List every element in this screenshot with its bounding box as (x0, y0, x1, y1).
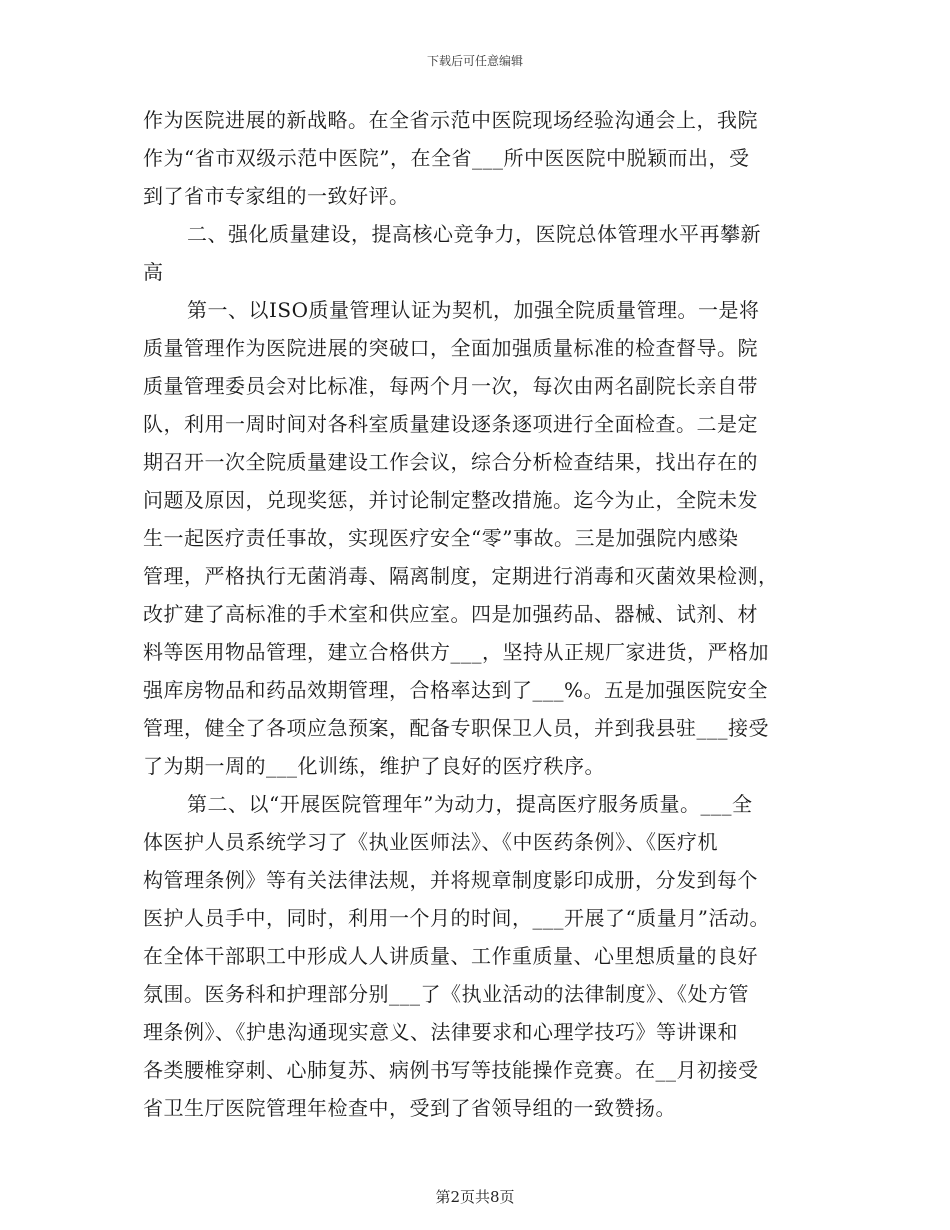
text-line: 改扩建了高标准的手术室和供应室。四是加强药品、器械、试剂、材 (143, 602, 758, 626)
text-line: 到了省市专家组的一致好评。 (143, 184, 410, 208)
page-header: 下载后可任意编辑 (426, 54, 523, 68)
text-line: 问题及原因，兑现奖惩，并讨论制定整改措施。迄今为止，全院未发 (143, 488, 758, 512)
text-line: 管理，严格执行无菌消毒、隔离制度，定期进行消毒和灭菌效果检测， (143, 564, 779, 588)
text-line: 作为“省市双级示范中医院”，在全省___所中医医院中脱颖而出，受 (143, 146, 750, 170)
document-body (143, 101, 808, 1127)
text-line: 了为期一周的___化训练，维护了良好的医疗秩序。 (143, 754, 605, 778)
text-line: 管理，健全了各项应急预案，配备专职保卫人员，并到我县驻___接受 (143, 716, 769, 740)
text-line: 料等医用物品管理，建立合格供方___，坚持从正规厂家进货，严格加 (143, 640, 769, 664)
paragraph-start: 第一、以ISO质量管理认证为契机，加强全院质量管理。一是将 (187, 298, 760, 322)
text-line: 理条例》、《护患沟通现实意义、法律要求和心理学技巧》等讲课和 (143, 1020, 738, 1044)
text-line: 质量管理委员会对比标准，每两个月一次，每次由两名副院长亲自带 (143, 374, 758, 398)
text-line: 省卫生厅医院管理年检查中，受到了省领导组的一致赞扬。 (143, 1096, 676, 1120)
text-line: 医护人员手中，同时，利用一个月的时间，___开展了“质量月”活动。 (143, 906, 770, 930)
paragraph-start: 第二、以“开展医院管理年”为动力，提高医疗服务质量。___全 (187, 792, 753, 816)
text-line: 构管理条例》等有关法律法规，并将规章制度影印成册，分发到每个 (143, 868, 758, 892)
text-line: 氛围。医务科和护理部分别___了《执业活动的法律制度》、《处方管 (143, 982, 749, 1006)
section-heading: 二、强化质量建设，提高核心竞争力，医院总体管理水平再攀新 (187, 222, 761, 246)
text-line: 生一起医疗责任事故，实现医疗安全“零”事故。三是加强院内感染 (143, 526, 739, 550)
text-line: 体医护人员系统学习了《执业医师法》、《中医药条例》、《医疗机 (143, 830, 718, 854)
text-line: 期召开一次全院质量建设工作会议，综合分析检查结果，找出存在的 (143, 450, 758, 474)
text-line: 强库房物品和药品效期管理，合格率达到了___%。五是加强医院安全 (143, 678, 769, 702)
text-line: 质量管理作为医院进展的突破口，全面加强质量标准的检查督导。院 (143, 336, 758, 360)
section-heading-cont: 高 (143, 260, 164, 284)
text-line: 在全体干部职工中形成人人讲质量、工作重质量、心里想质量的良好 (143, 944, 758, 968)
text-line: 队，利用一周时间对各科室质量建设逐条逐项进行全面检查。二是定 (143, 412, 758, 436)
text-line: 各类腰椎穿刺、心肺复苏、病例书写等技能操作竞赛。在__月初接受 (143, 1058, 759, 1082)
text-line: 作为医院进展的新战略。在全省示范中医院现场经验沟通会上，我院 (143, 108, 758, 132)
page-footer: 第2页共8页 (435, 1188, 515, 1206)
